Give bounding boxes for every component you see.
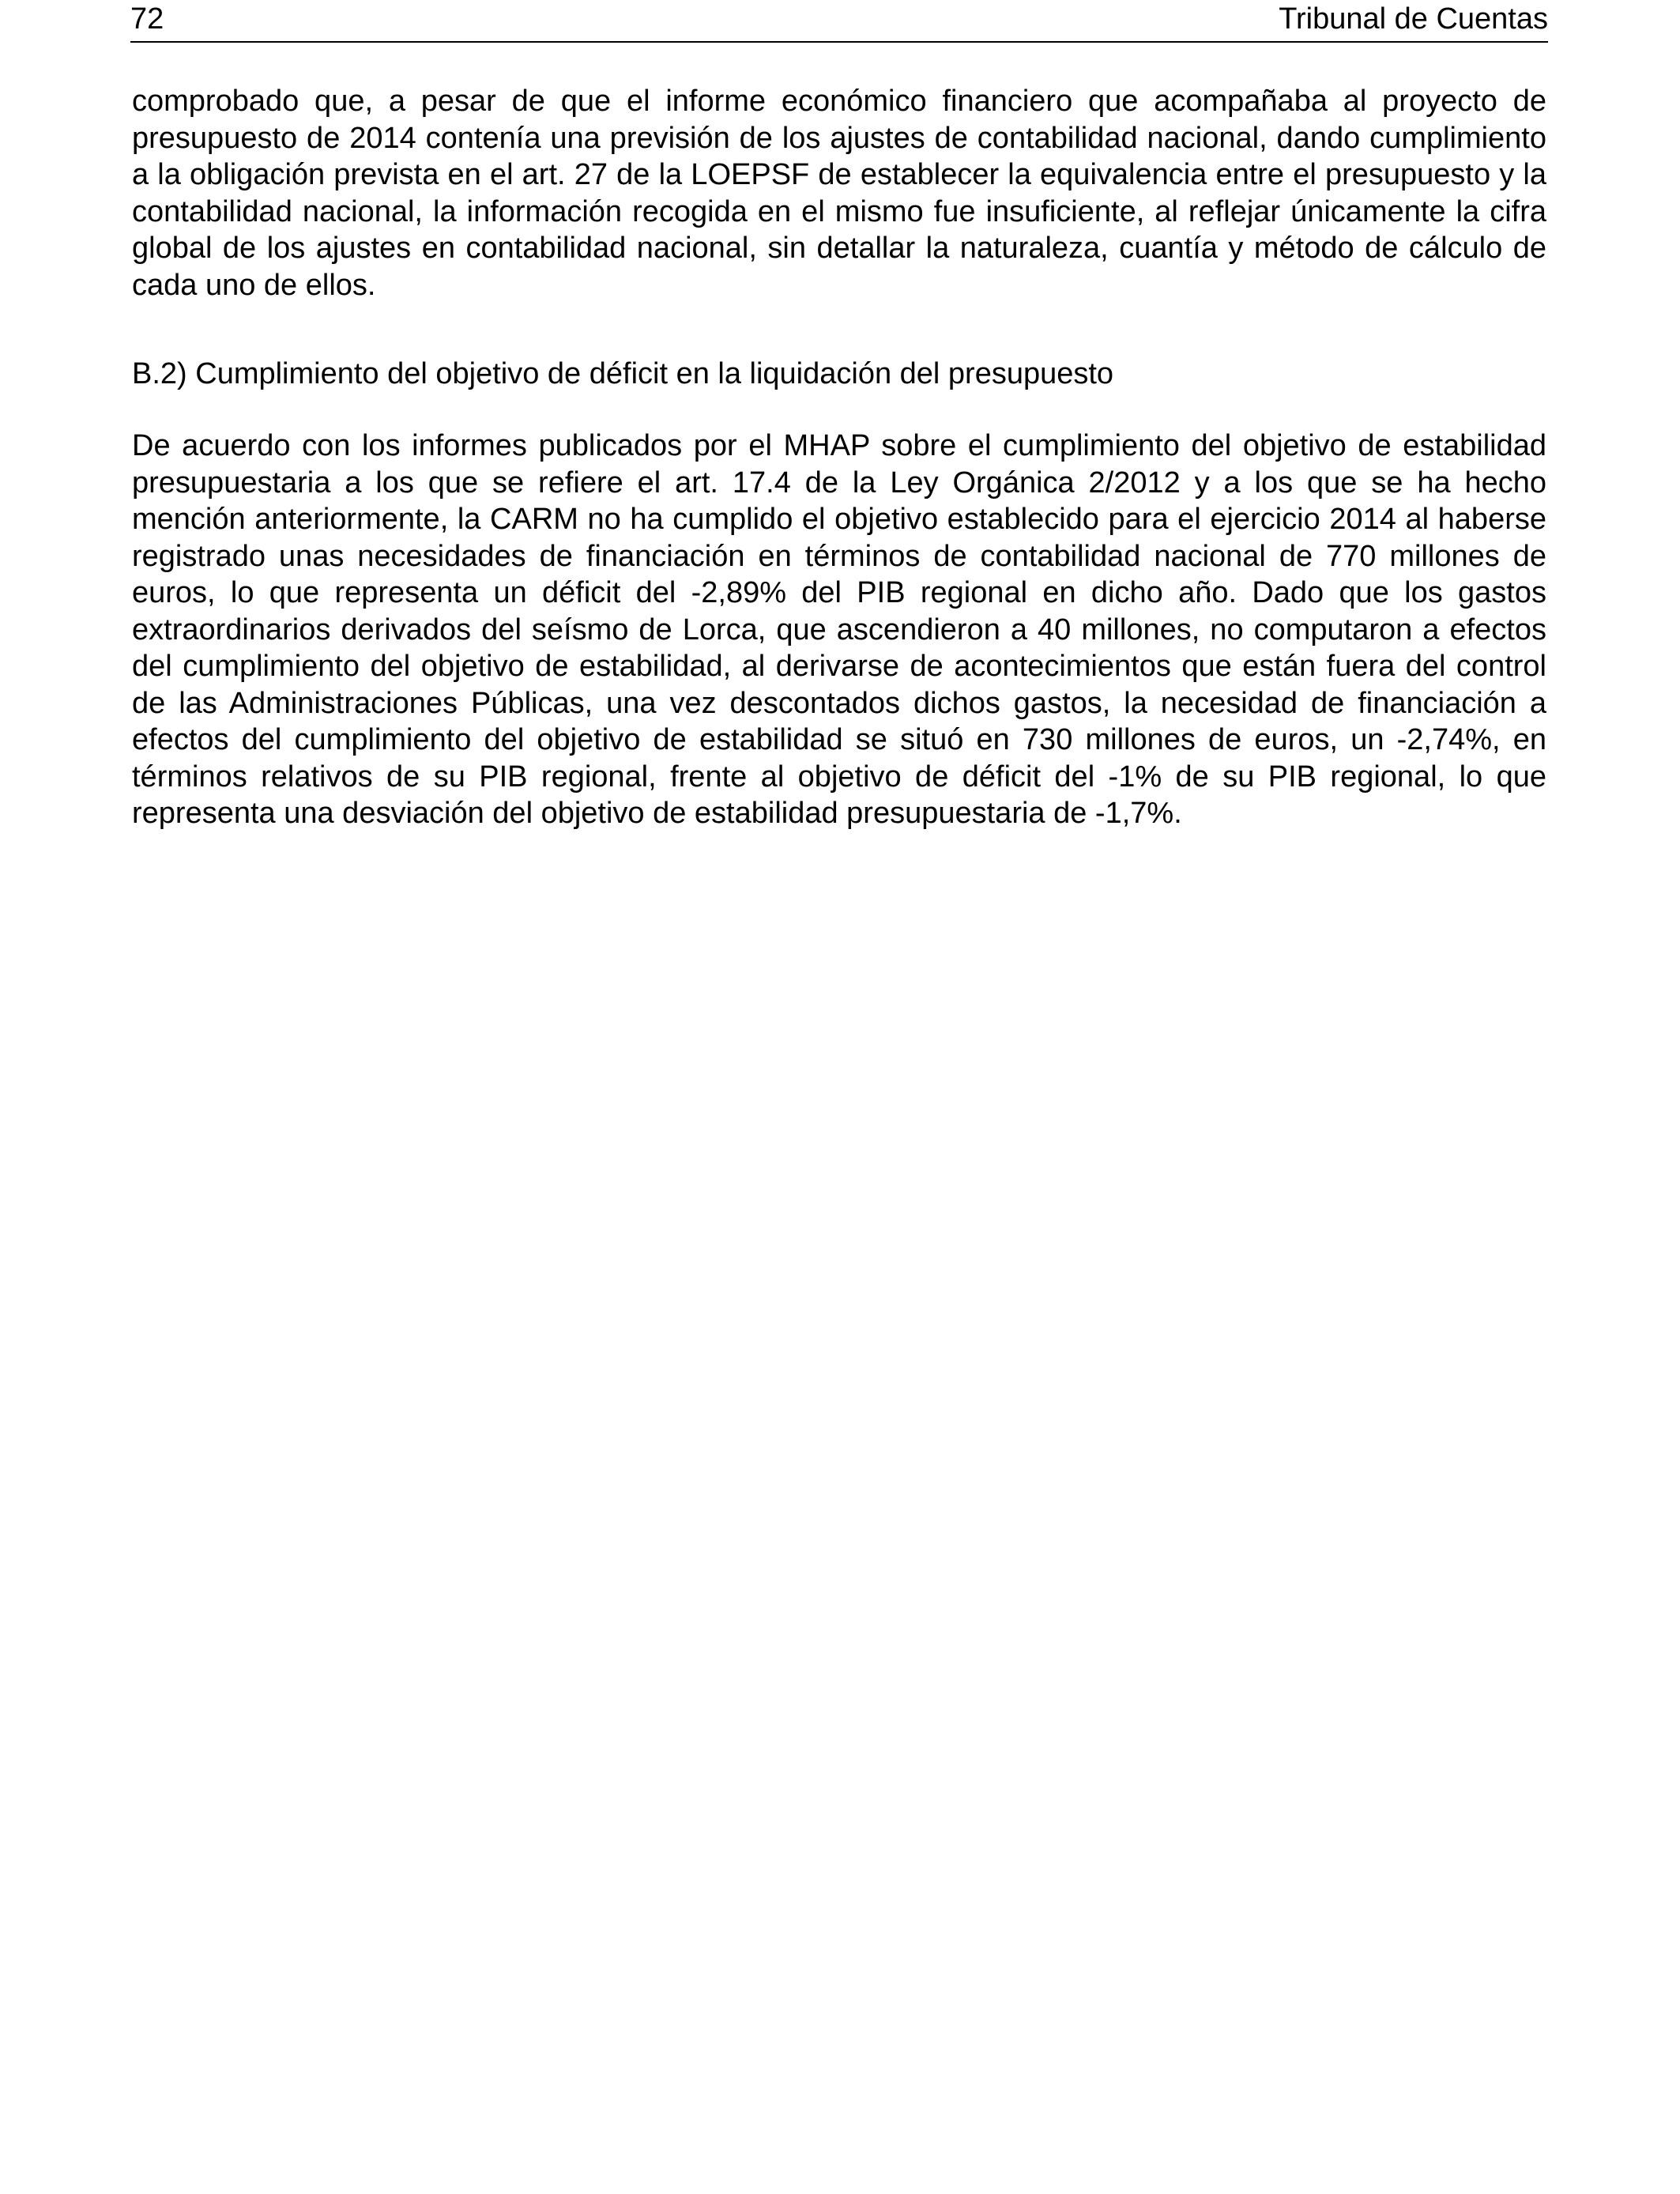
body-paragraph: De acuerdo con los informes publicados por el MHAP sobre el cumplimiento del objetivo de estabilidad presupuestaria a los que se refiere el art. 17.4 de la Ley Orgánica 2/2012 y a los que se ha hecho mención anteriormente, la CARM no ha cumplido el objetivo establecido para el ejercicio 2014 al haberse registrado unas necesidades de financiación en términos de contabilidad nacional de 770 millones de euros, lo que representa un déficit del -2,89% del PIB regional en dicho año. Dado que los gastos extraordinarios derivados del seísmo de Lorca, que ascendieron a 40 millones, no computaron a efectos del cumplimiento del objetivo de estabilidad, al derivarse de acontecimientos que están fuera del control de las Administraciones Públicas, una vez descontados dichos gastos, la necesidad de financiación a efectos del cumplimiento del objetivo de estabilidad se situó en 730 millones de euros, un -2,74%, en términos relativos de su PIB regional, frente al objetivo de déficit del -1% de su PIB regional, lo que representa una desviación del objetivo de estabilidad presupuestaria de -1,7%. [132, 429, 1546, 830]
page-number: 72 [130, 2, 164, 36]
running-title: Tribunal de Cuentas [1279, 2, 1548, 36]
section-heading: B.2) Cumplimiento del objetivo de déficit en la liquidación del presupuesto [132, 357, 1114, 390]
body-paragraph: comprobado que, a pesar de que el informe económico financiero que acompañaba al proyecto de presupuesto de 2014 contenía una previsión de los ajustes de contabilidad nacional, dando cumplimiento a la obligación prevista en el art. 27 de la LOEPSF de establecer la equivalencia entre el presupuesto y la contabilidad nacional, la información recogida en el mismo fue insuficiente, al reflejar únicamente la cifra global de los ajustes en contabilidad nacional, sin detallar la naturaleza, cuantía y método de cálculo de cada uno de ellos. [132, 85, 1546, 302]
running-header [130, 0, 1548, 43]
